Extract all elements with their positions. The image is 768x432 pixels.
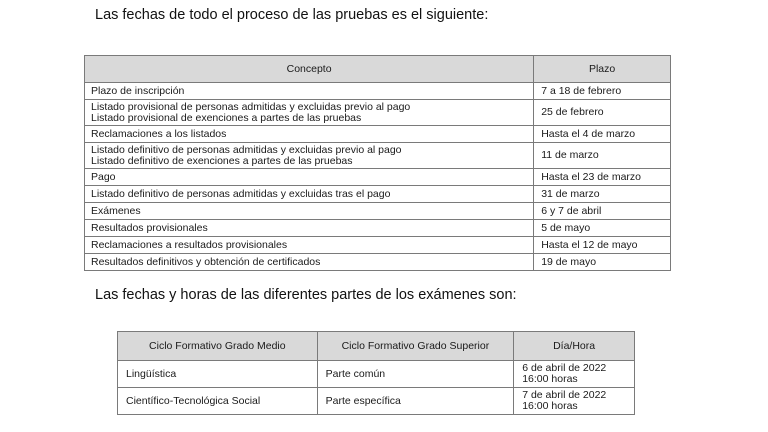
datetime-cell: 7 de abril de 2022 16:00 horas (514, 388, 635, 415)
table-row (85, 169, 671, 186)
table-row (118, 361, 635, 388)
table-row (85, 186, 671, 203)
grado-medio-cell: Científico-Tecnológica Social (118, 388, 318, 415)
exam-times-table (117, 331, 635, 415)
concept-cell: Resultados definitivos y obtención de certificados (85, 254, 534, 271)
deadline-cell: 5 de mayo (534, 220, 671, 237)
concept-cell: Listado provisional de personas admitidas y excluidas previo al pago Listado provisional de exenciones a partes de las pruebas (85, 100, 534, 126)
deadline-cell: 11 de marzo (534, 143, 671, 169)
table-row (85, 143, 671, 169)
deadline-cell: Hasta el 12 de mayo (534, 237, 671, 254)
deadline-cell: 25 de febrero (534, 100, 671, 126)
table-row (118, 388, 635, 415)
grado-superior-cell: Parte específica (317, 388, 514, 415)
deadline-cell: 31 de marzo (534, 186, 671, 203)
column-header-grado-superior: Ciclo Formativo Grado Superior (317, 332, 514, 361)
concept-cell: Plazo de inscripción (85, 83, 534, 100)
table-row (85, 237, 671, 254)
table-row (85, 126, 671, 143)
schedule-heading: Las fechas de todo el proceso de las pruebas es el siguiente: (95, 7, 489, 23)
concept-cell: Reclamaciones a resultados provisionales (85, 237, 534, 254)
table-header-row (85, 56, 671, 83)
concept-cell: Listado definitivo de personas admitidas y excluidas previo al pago Listado definitivo de exenciones a partes de las pruebas (85, 143, 534, 169)
grado-superior-cell: Parte común (317, 361, 514, 388)
deadline-cell: 7 a 18 de febrero (534, 83, 671, 100)
table-row (85, 220, 671, 237)
deadline-cell: 19 de mayo (534, 254, 671, 271)
process-dates-table (84, 55, 671, 271)
table-row (85, 100, 671, 126)
deadline-cell: Hasta el 23 de marzo (534, 169, 671, 186)
exam-times-heading: Las fechas y horas de las diferentes partes de los exámenes son: (95, 287, 517, 303)
column-header-concept: Concepto (85, 56, 534, 83)
table-header-row (118, 332, 635, 361)
concept-cell: Exámenes (85, 203, 534, 220)
concept-cell: Listado definitivo de personas admitidas y excluidas tras el pago (85, 186, 534, 203)
column-header-grado-medio: Ciclo Formativo Grado Medio (118, 332, 318, 361)
concept-cell: Pago (85, 169, 534, 186)
datetime-cell: 6 de abril de 2022 16:00 horas (514, 361, 635, 388)
column-header-dia-hora: Día/Hora (514, 332, 635, 361)
table-row (85, 254, 671, 271)
column-header-deadline: Plazo (534, 56, 671, 83)
concept-cell: Resultados provisionales (85, 220, 534, 237)
deadline-cell: 6 y 7 de abril (534, 203, 671, 220)
concept-cell: Reclamaciones a los listados (85, 126, 534, 143)
deadline-cell: Hasta el 4 de marzo (534, 126, 671, 143)
table-row (85, 83, 671, 100)
table-row (85, 203, 671, 220)
grado-medio-cell: Lingüística (118, 361, 318, 388)
